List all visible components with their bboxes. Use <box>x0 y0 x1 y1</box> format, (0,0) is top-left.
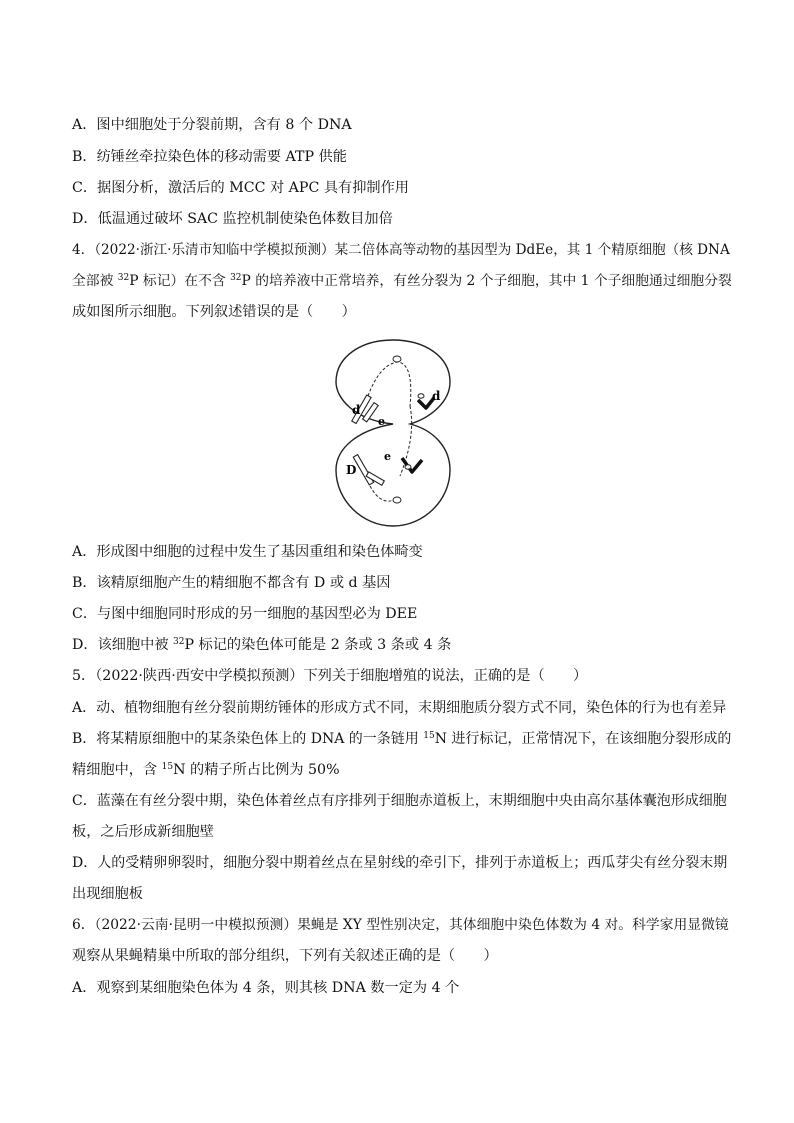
label-d-right: d <box>432 389 441 403</box>
q5-stem: 5．（2022·陕西·西安中学模拟预测）下列关于细胞增殖的说法，正确的是（ ） <box>72 668 588 684</box>
q5-option-d-line-1: D．人的受精卵卵裂时，细胞分裂中期着丝点在星射线的牵引下，排列于赤道板上；西瓜芽尖有丝分裂末期 <box>72 855 728 871</box>
q5-option-b-line-2: 精细胞中，含 $^{15}$N 的精子所占比例为 50% <box>72 762 340 778</box>
q4-stem-line-2: 全部被 $^{32}$P 标记）在不含 $^{32}$P 的培养液中正常培养，有丝分裂为 2 个子细胞，其中 1 个子细胞通过细胞分裂 <box>72 273 732 289</box>
label-e-bottom: e <box>384 450 391 463</box>
spindle-top <box>368 362 411 406</box>
label-D-left: D <box>346 463 357 477</box>
q4-stem-line-1: 4．（2022·浙江·乐清市知临中学模拟预测）某二倍体高等动物的基因型为 DdEe，其 1 个精原细胞（核 DNA <box>72 242 730 258</box>
q4-option-c: C．与图中细胞同时形成的另一细胞的基因型必为 DEE <box>72 606 418 622</box>
q5-option-c-line-2: 板，之后形成新细胞壁 <box>72 824 214 840</box>
label-d-left: d <box>352 403 361 417</box>
q3-option-a: A．图中细胞处于分裂前期，含有 8 个 DNA <box>72 117 352 133</box>
chromosome-lower-right <box>402 458 422 472</box>
centromere-upper-right <box>418 394 424 398</box>
q6-option-a: A．观察到某细胞染色体为 4 条，则其核 DNA 数一定为 4 个 <box>72 980 460 996</box>
q6-stem-line-1: 6．（2022·云南·昆明一中模拟预测）果蝇是 XY 型性别决定，其体细胞中染色体数为 4 对。科学家用显微镜 <box>72 917 729 933</box>
q5-option-a: A．动、植物细胞有丝分裂前期纺锤体的形成方式不同，末期细胞质分裂方式不同，染色体的行为也有差异 <box>72 700 727 716</box>
q3-option-b: B．纺锤丝牵拉染色体的移动需要 ATP 供能 <box>72 149 347 165</box>
q5-option-b-line-1: B．将某精原细胞中的某条染色体上的 DNA 的一条链用 $^{15}$N 进行标记，正常情况下，在该细胞分裂形成的 <box>72 731 732 747</box>
cell-division-figure <box>330 336 456 530</box>
q3-option-d: D．低温通过破坏 SAC 监控机制使染色体数目加倍 <box>72 211 393 227</box>
q4-stem-line-3: 成如图所示细胞。下列叙述错误的是（ ） <box>72 304 356 320</box>
centriole-bottom <box>393 497 401 503</box>
q5-option-c-line-1: C．蓝藻在有丝分裂中期，染色体着丝点有序排列于细胞赤道板上，末期细胞中央由高尔基体囊泡形成细胞 <box>72 793 727 809</box>
q4-option-b: B．该精原细胞产生的精细胞不都含有 D 或 d 基因 <box>72 575 391 591</box>
q5-option-d-line-2: 出现细胞板 <box>72 886 143 902</box>
q3-option-c: C．据图分析，激活后的 MCC 对 APC 具有抑制作用 <box>72 180 409 196</box>
q4-option-a: A．形成图中细胞的过程中发生了基因重组和染色体畸变 <box>72 544 423 560</box>
q4-option-d: D．该细胞中被 $^{32}$P 标记的染色体可能是 2 条或 3 条或 4 条 <box>72 637 452 653</box>
q6-stem-line-2: 观察从果蝇精巢中所取的部分组织，下列有关叙述正确的是（ ） <box>72 948 498 964</box>
label-e-top: e <box>378 415 385 428</box>
centromere-lower-right <box>405 465 411 469</box>
centriole-top <box>393 356 401 362</box>
